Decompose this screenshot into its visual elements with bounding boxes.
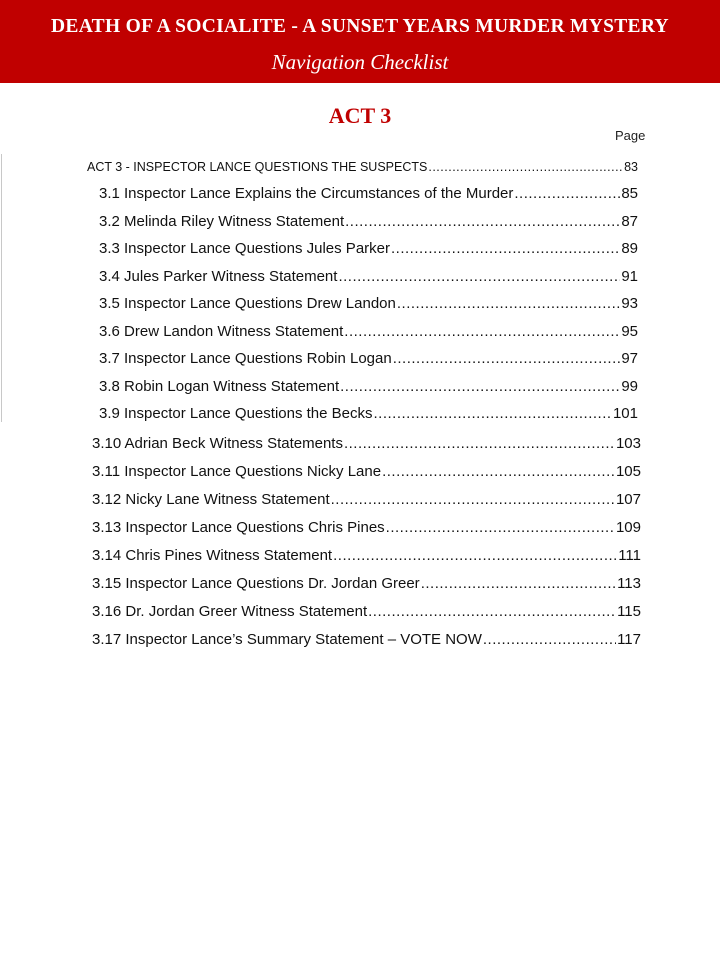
toc-leader-dots: [386, 519, 615, 536]
toc-page-number: 101: [612, 405, 638, 422]
toc-page-number: 97: [621, 350, 638, 367]
toc-entry[interactable]: [99, 185, 638, 202]
toc-title: 3.14 Chris Pines Witness Statement: [92, 547, 333, 564]
toc-title: ACT 3 - INSPECTOR LANCE QUESTIONS THE SUSPECTS: [87, 160, 428, 174]
toc-title: 3.5 Inspector Lance Questions Drew Landon: [99, 295, 396, 312]
toc-page-number: 111: [618, 547, 641, 564]
toc-title: 3.16 Dr. Jordan Greer Witness Statement: [92, 603, 368, 620]
toc-title: 3.13 Inspector Lance Questions Chris Pines: [92, 519, 385, 536]
toc-entry[interactable]: [92, 491, 641, 508]
toc-title: 3.1 Inspector Lance Explains the Circumstances of the Murder: [99, 185, 514, 202]
toc-leader-dots: [331, 491, 615, 508]
toc-entry[interactable]: [99, 350, 638, 367]
toc-leader-dots: [483, 631, 616, 648]
toc-entry[interactable]: [99, 323, 638, 340]
toc-leader-dots: [344, 435, 615, 452]
toc-leader-dots: [393, 350, 621, 367]
toc-entry[interactable]: [99, 240, 638, 257]
toc-leader-dots: [514, 185, 620, 202]
toc-leader-dots: [338, 268, 620, 285]
toc-title: 3.15 Inspector Lance Questions Dr. Jordan Greer: [92, 575, 420, 592]
toc-page-number: 115: [617, 603, 641, 620]
toc-title: 3.6 Drew Landon Witness Statement: [99, 323, 344, 340]
document-title: DEATH OF A SOCIALITE - A SUNSET YEARS MURDER MYSTERY: [51, 16, 669, 37]
toc-entry[interactable]: [99, 268, 638, 285]
toc-act-row[interactable]: [87, 160, 638, 174]
toc-title: 3.11 Inspector Lance Questions Nicky Lane: [92, 463, 382, 480]
toc-page-number: 85: [621, 185, 638, 202]
toc-page-number: 117: [617, 631, 641, 648]
toc-leader-dots: [344, 323, 620, 340]
header-banner: [0, 0, 720, 83]
toc-page-number: 99: [621, 378, 638, 395]
toc-title: 3.10 Adrian Beck Witness Statements: [92, 435, 343, 452]
toc-title: 3.8 Robin Logan Witness Statement: [99, 378, 340, 395]
toc-leader-dots: [333, 547, 617, 564]
toc-entry[interactable]: [92, 547, 641, 564]
toc-page-number: 113: [617, 575, 641, 592]
margin-rule: [1, 154, 2, 422]
toc-title: 3.12 Nicky Lane Witness Statement: [92, 491, 330, 508]
toc-title: 3.4 Jules Parker Witness Statement: [99, 268, 338, 285]
toc-leader-dots: [374, 405, 612, 422]
toc-page-number: 87: [621, 213, 638, 230]
toc-page-number: 83: [624, 160, 638, 174]
toc-leader-dots: [340, 378, 620, 395]
toc-page-number: 107: [615, 491, 641, 508]
toc-leader-dots: [382, 463, 615, 480]
toc-page-number: 103: [615, 435, 641, 452]
document-subtitle: Navigation Checklist: [271, 50, 449, 74]
toc-page-number: 95: [621, 323, 638, 340]
toc-page-number: 89: [621, 240, 638, 257]
toc-title: 3.17 Inspector Lance’s Summary Statement – VOTE NOW: [92, 631, 482, 648]
toc-entry[interactable]: [92, 575, 641, 592]
toc-entry[interactable]: [92, 519, 641, 536]
toc-leader-dots: [428, 160, 623, 174]
toc-entry[interactable]: [99, 378, 638, 395]
toc-entry[interactable]: [99, 213, 638, 230]
toc-entry[interactable]: [92, 631, 641, 648]
toc-entry[interactable]: [99, 405, 638, 422]
toc-title: 3.3 Inspector Lance Questions Jules Parker: [99, 240, 390, 257]
toc-title: 3.2 Melinda Riley Witness Statement: [99, 213, 345, 230]
toc-leader-dots: [368, 603, 616, 620]
toc-title: 3.7 Inspector Lance Questions Robin Logan: [99, 350, 392, 367]
page-column-label: Page: [615, 128, 646, 143]
toc-entry[interactable]: [92, 435, 641, 452]
toc-leader-dots: [397, 295, 620, 312]
toc-leader-dots: [345, 213, 620, 230]
toc-leader-dots: [391, 240, 620, 257]
toc-page-number: 109: [615, 519, 641, 536]
toc-title: 3.9 Inspector Lance Questions the Becks: [99, 405, 373, 422]
toc-page-number: 105: [615, 463, 641, 480]
toc-entry[interactable]: [92, 463, 641, 480]
toc-page-number: 91: [621, 268, 638, 285]
toc-page-number: 93: [621, 295, 638, 312]
toc-leader-dots: [421, 575, 616, 592]
toc-entry[interactable]: [92, 603, 641, 620]
act-heading: ACT 3: [328, 103, 392, 128]
toc-entry[interactable]: [99, 295, 638, 312]
